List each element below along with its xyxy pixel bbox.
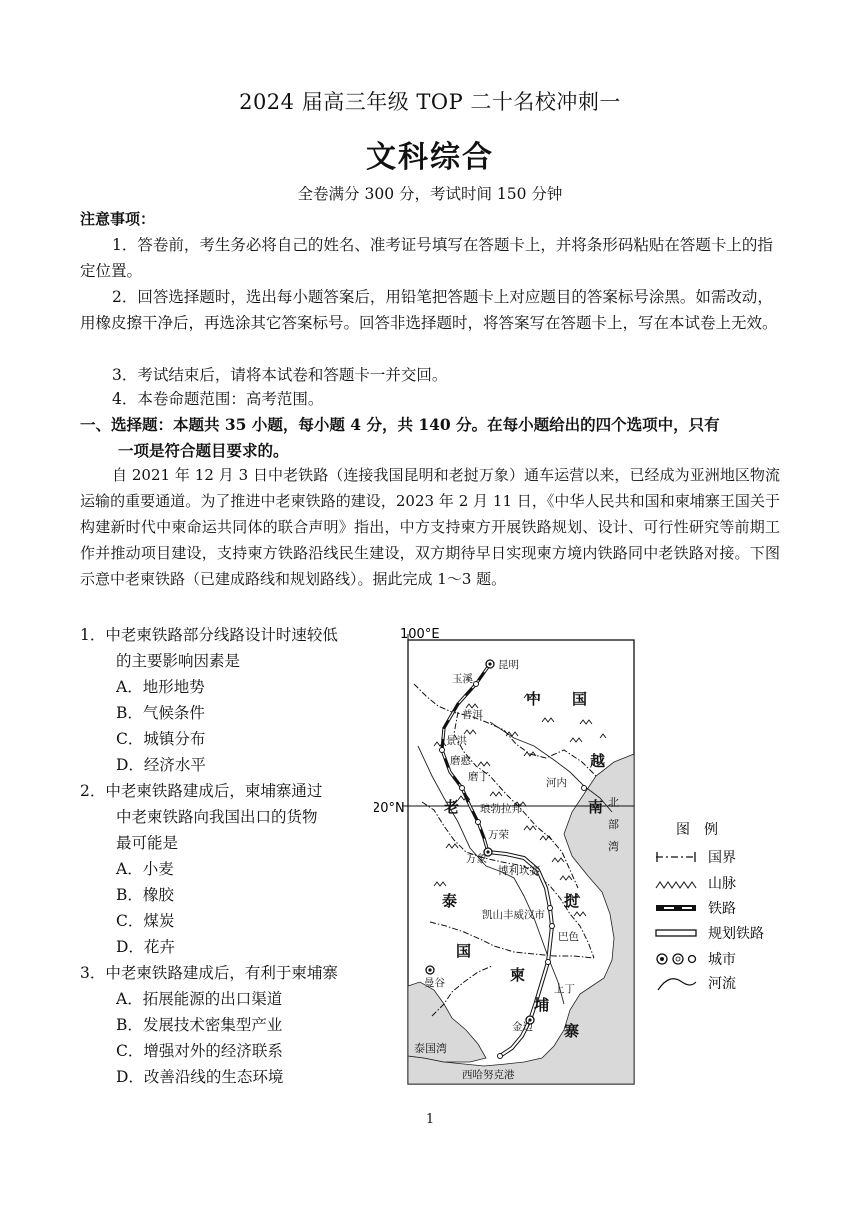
question-2-option-d: D．花卉 <box>116 938 175 956</box>
question-1-option-c: C．城镇分布 <box>116 730 206 748</box>
city-sihanoukville: 西哈努克港 <box>462 1069 515 1081</box>
section-heading-line1: 一、选择题：本题共 35 小题，每小题 4 分，共 140 分。在每小题给出的四个选项中，只有 <box>80 415 720 434</box>
legend-title: 图 例 <box>676 822 718 838</box>
question-1-option-b: B．气候条件 <box>116 704 205 722</box>
question-3 <box>80 960 338 1090</box>
question-2-stem-cont2: 最可能是 <box>116 834 179 852</box>
section-heading-line2: 一项是符合题目要求的。 <box>118 441 289 460</box>
gulf-north-1: 北 <box>608 796 619 809</box>
notice-item-4: 4．本卷命题范围：高考范围。 <box>112 390 324 408</box>
question-3-stem: 3．中老柬铁路建成后，有利于柬埔寨 <box>80 964 338 982</box>
question-1-option-d: D．经济水平 <box>116 756 206 774</box>
legend-planned-railway-symbol <box>656 930 696 936</box>
question-1-stem-cont: 的主要影响因素是 <box>116 652 241 670</box>
legend-planned-railway-label: 规划铁路 <box>708 926 764 942</box>
country-thailand-2: 国 <box>456 942 472 960</box>
lat-label: 20°N <box>374 801 405 816</box>
city-stung-treng: 上丁 <box>554 983 575 995</box>
page-number: 1 <box>425 1112 435 1127</box>
gulf-thailand: 泰国湾 <box>414 1042 447 1055</box>
country-cambodia-2: 埔 <box>534 996 550 1014</box>
country-cambodia-1: 柬 <box>510 966 526 984</box>
city-bangkok: 曼谷 <box>424 977 445 989</box>
section-heading <box>80 412 785 464</box>
legend-mountain-symbol <box>656 882 696 888</box>
country-vietnam-2: 南 <box>588 798 604 816</box>
exam-title: 2024 届高三年级 TOP 二十名校冲刺一 <box>239 90 621 114</box>
legend-river-symbol <box>658 979 696 990</box>
question-3-option-c: C．增强对外的经济联系 <box>116 1042 283 1060</box>
notice-item-3: 3．考试结束后，请将本试卷和答题卡一并交回。 <box>112 366 448 384</box>
legend-railway-label: 铁路 <box>708 901 736 917</box>
city-jinghong: 景洪 <box>446 735 467 747</box>
city-boten: 磨丁 <box>468 771 489 783</box>
city-luang-prabang: 琅勃拉邦 <box>480 803 522 815</box>
country-china-2: 国 <box>572 690 588 708</box>
city-mohan: 磨憨 <box>450 755 471 767</box>
city-puer: 普洱 <box>462 709 483 721</box>
city-kunming: 昆明 <box>498 659 519 671</box>
country-china-1: 中 <box>526 690 542 708</box>
notice-item-1: 1．答卷前，考生务必将自己的姓名、准考证号填写在答题卡上，并将条形码粘贴在答题卡上的指定位置。 <box>80 236 773 280</box>
legend-mountain-label: 山脉 <box>708 876 736 892</box>
notice-item-2: 2．回答选择题时，选出每小题答案后，用铅笔把答题卡上对应题目的答案标号涂黑。如需改动，用橡皮擦干净后，再选涂其它答案标号。回答非选择题时，将答案写在答题卡上，写在本试卷上无效。 <box>80 288 778 332</box>
question-intro: 自 2021 年 12 月 3 日中老铁路（连接我国昆明和老挝万象）通车运营以来，已经成为亚洲地区物流运输的重要通道。为了推进中老柬铁路的建设，2023 年 2 月 11 日，《中华人民共和国和柬埔寨王国关于构建新时代中柬命运共同体的联合声明》指出，中方支持柬方开展铁路规划、设计、可行性研究等前期工作并推动项目建设，支持柬方铁路沿线民生建设，双方期待早日实现柬方境内铁路同中老铁路对接。下图示意中老柬铁路（已建成路线和规划路线）。据此完成 1～3 题。 <box>80 466 780 588</box>
question-3-option-d: D．改善沿线的生态环境 <box>116 1068 284 1086</box>
map-legend <box>656 822 764 992</box>
question-1 <box>80 622 338 778</box>
question-2-stem-cont: 中老柬铁路向我国出口的货物 <box>116 808 318 826</box>
question-3-option-a: A．拓展能源的出口渠道 <box>116 990 283 1008</box>
country-laos-2: 挝 <box>564 892 580 910</box>
question-2 <box>80 778 322 960</box>
score-line: 全卷满分 300 分，考试时间 150 分钟 <box>297 185 563 203</box>
railway-map <box>374 626 794 1086</box>
question-2-stem: 2．中老柬铁路建成后，柬埔寨通过 <box>80 782 323 800</box>
question-2-option-a: A．小麦 <box>116 860 174 878</box>
city-vientiane: 万象 <box>466 853 487 865</box>
question-2-option-b: B．橡胶 <box>116 886 174 904</box>
legend-city-label: 城市 <box>708 952 736 968</box>
country-vietnam-1: 越 <box>590 752 606 770</box>
question-2-option-c: C．煤炭 <box>116 912 175 930</box>
city-phnom-penh: 金边 <box>512 1021 533 1033</box>
gulf-north-2: 部 <box>608 818 619 831</box>
city-vang-vieng: 万荣 <box>488 829 509 841</box>
city-yuxi: 玉溪 <box>452 673 473 685</box>
legend-border-label: 国界 <box>708 850 736 866</box>
legend-border-symbol <box>656 852 696 862</box>
city-pakse: 巴色 <box>558 931 579 943</box>
country-thailand-1: 泰 <box>442 892 458 910</box>
question-3-option-b: B．发展技术密集型产业 <box>116 1016 283 1034</box>
country-laos-1: 老 <box>444 798 460 816</box>
subject-title: 文科综合 <box>366 140 494 175</box>
question-1-option-a: A．地形地势 <box>116 678 205 696</box>
lon-label: 100°E <box>400 627 440 642</box>
city-kaysone: 凯山丰威汉市 <box>482 909 545 921</box>
notice-heading: 注意事项： <box>80 210 156 228</box>
city-borikhamxay: 博利坎赛 <box>498 865 540 877</box>
legend-river-label: 河流 <box>708 976 736 992</box>
gulf-north-3: 湾 <box>608 840 619 853</box>
country-cambodia-3: 寨 <box>564 1022 580 1040</box>
legend-railway-symbol <box>656 905 696 911</box>
city-hanoi: 河内 <box>546 777 567 789</box>
legend-city-symbol <box>657 954 696 964</box>
question-1-stem: 1．中老柬铁路部分线路设计时速较低 <box>80 626 338 644</box>
